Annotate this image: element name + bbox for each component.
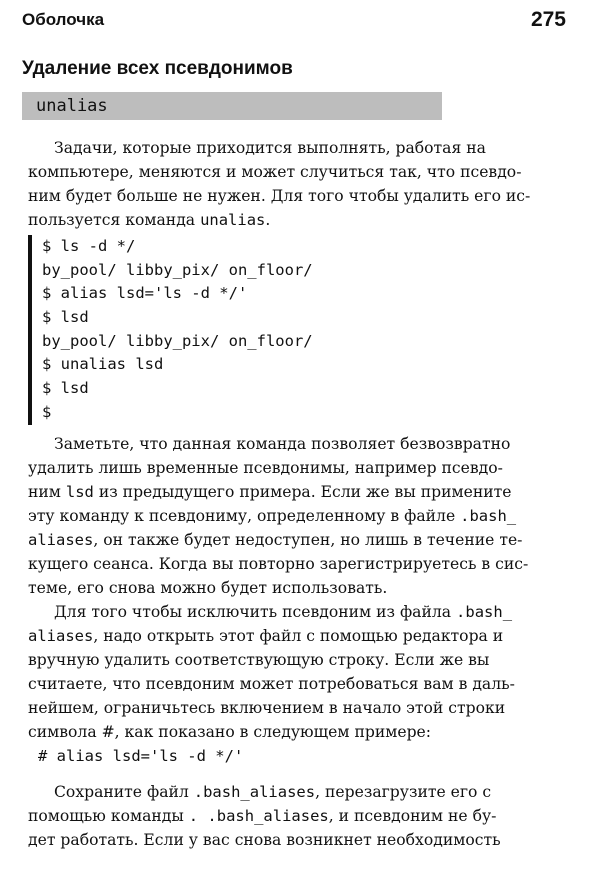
code-line: by_pool/ libby_pix/ on_floor/ bbox=[42, 260, 313, 279]
inline-code: .bash_ bbox=[456, 603, 513, 621]
page-header bbox=[22, 6, 566, 34]
code-line: $ unalias lsd bbox=[42, 355, 164, 374]
inline-code: lsd bbox=[65, 483, 94, 501]
inline-code: aliases bbox=[28, 531, 94, 549]
inline-code: . .bash_aliases bbox=[188, 807, 329, 825]
section-title: Оболочка bbox=[22, 10, 105, 29]
paragraph-2: Заметьте, что данная команда позволяет безвозвратно удалить лишь временные псевдонимы, например псевдо- ним lsd из предыдущего примера. Если же вы примените эту команду к псевдониму, определенному в файле .bash_ aliases, он также будет недоступен, но лишь в течение те- кущего сеанса. Когда вы повторно зарегистрируетесь в сис- теме, его снова можно будет использовать. bbox=[28, 435, 529, 597]
code-example: # alias lsd='ls -d */' bbox=[38, 747, 244, 765]
inline-code: .bash_aliases bbox=[193, 783, 316, 801]
section-heading: Удаление всех псевдонимов bbox=[22, 58, 293, 79]
paragraph-4: Сохраните файл .bash_aliases, перезагрузите его с помощью команды . .bash_aliases, и псевдоним не бу- дет работать. Если у вас снова возникнет необходимость bbox=[28, 783, 501, 849]
page-number: 275 bbox=[530, 8, 566, 31]
code-line: $ ls -d */ bbox=[42, 237, 136, 255]
code-line: $ bbox=[42, 402, 52, 421]
code-line: by_pool/ libby_pix/ on_floor/ bbox=[42, 331, 313, 350]
code-line: $ lsd bbox=[42, 308, 89, 327]
code-block bbox=[28, 235, 462, 425]
paragraph-1: Задачи, которые приходится выполнять, работая на компьютере, меняются и может случиться так, что псевдо- ним будет больше не нужен. Для того чтобы удалить его ис- пользуется команда unalias. bbox=[28, 139, 531, 229]
inline-code: aliases bbox=[28, 627, 94, 645]
paragraph-3: Для того чтобы исключить псевдоним из файла .bash_ aliases, надо открыть этот файл с помощью редактора и вручную удалить соответствующую строку. Если же вы считаете, что псевдоним может потребоваться вам в даль- нейшем, ограничьтесь включением в начало этой строки символа #, как показано в следующем примере: bbox=[28, 603, 515, 741]
code-line: $ alias lsd='ls -d */' bbox=[42, 284, 248, 303]
inline-code: .bash_ bbox=[460, 507, 517, 525]
inline-code: unalias bbox=[200, 211, 266, 229]
command-syntax-bar: unalias bbox=[22, 92, 442, 120]
code-line: $ lsd bbox=[42, 379, 89, 398]
